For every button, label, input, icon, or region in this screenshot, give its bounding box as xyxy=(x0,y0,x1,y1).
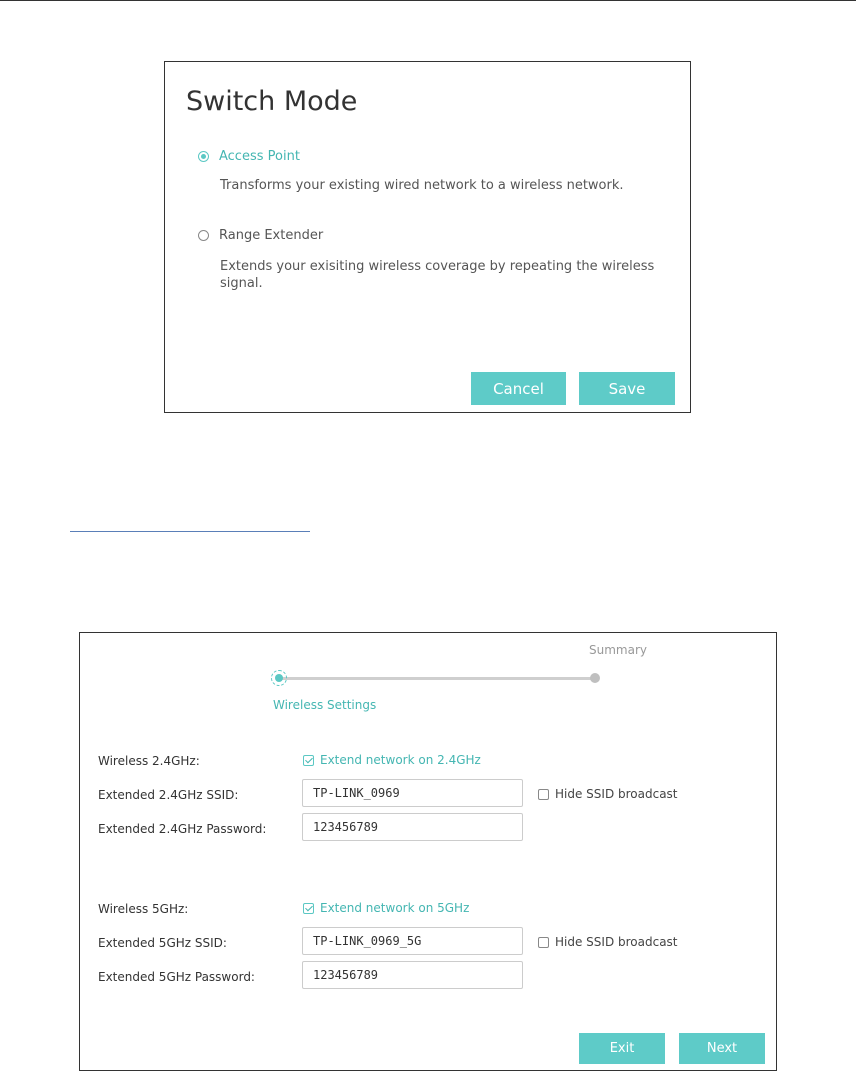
link-underline xyxy=(70,531,310,532)
hide-ssid-5-row[interactable] xyxy=(538,935,678,949)
password-5-input[interactable] xyxy=(302,961,523,989)
exit-button[interactable]: Exit xyxy=(579,1033,665,1064)
top-divider xyxy=(0,0,856,1)
extend-5-checkbox[interactable] xyxy=(303,903,314,914)
progress-track xyxy=(280,677,596,680)
cancel-button[interactable]: Cancel xyxy=(471,372,566,405)
hide-ssid-5-label[interactable]: Hide SSID broadcast xyxy=(555,935,678,949)
access-point-description: Transforms your existing wired network to a wireless network. xyxy=(220,178,624,193)
extend-5-checkbox-row[interactable] xyxy=(303,901,469,915)
wireless-5-label: Wireless 5GHz: xyxy=(98,902,189,916)
option-range-extender[interactable] xyxy=(198,228,323,243)
access-point-radio[interactable] xyxy=(198,151,209,162)
ssid-5-label: Extended 5GHz SSID: xyxy=(98,936,227,950)
extend-24-checkbox-row[interactable] xyxy=(303,753,481,767)
range-extender-label[interactable]: Range Extender xyxy=(219,228,324,243)
step-wireless-settings-label: Wireless Settings xyxy=(273,698,377,712)
extend-24-checkbox[interactable] xyxy=(303,755,314,766)
extend-5-label[interactable]: Extend network on 5GHz xyxy=(320,901,470,915)
next-button[interactable]: Next xyxy=(679,1033,765,1064)
hide-ssid-24-checkbox[interactable] xyxy=(538,789,549,800)
password-5-label: Extended 5GHz Password: xyxy=(98,970,255,984)
option-access-point[interactable] xyxy=(198,149,300,164)
dialog-title: Switch Mode xyxy=(186,86,358,117)
wireless-settings-panel xyxy=(79,632,777,1071)
extend-24-label[interactable]: Extend network on 2.4GHz xyxy=(320,753,481,767)
hide-ssid-24-row[interactable] xyxy=(538,787,678,801)
hide-ssid-5-checkbox[interactable] xyxy=(538,937,549,948)
ssid-24-label: Extended 2.4GHz SSID: xyxy=(98,788,239,802)
ssid-5-input[interactable] xyxy=(302,927,523,955)
password-24-input[interactable] xyxy=(302,813,523,841)
save-button[interactable]: Save xyxy=(579,372,675,405)
ssid-24-input[interactable] xyxy=(302,779,523,807)
range-extender-description: Extends your exisiting wireless coverage by repeating the wireless signal. xyxy=(220,259,655,291)
range-extender-radio[interactable] xyxy=(198,230,209,241)
step-summary-label: Summary xyxy=(589,643,647,657)
switch-mode-dialog xyxy=(164,61,691,413)
current-step-marker xyxy=(271,670,287,686)
wireless-24-label: Wireless 2.4GHz: xyxy=(98,754,200,768)
hide-ssid-24-label[interactable]: Hide SSID broadcast xyxy=(555,787,678,801)
password-24-label: Extended 2.4GHz Password: xyxy=(98,822,267,836)
summary-step-marker xyxy=(590,673,600,683)
access-point-label[interactable]: Access Point xyxy=(219,149,300,164)
